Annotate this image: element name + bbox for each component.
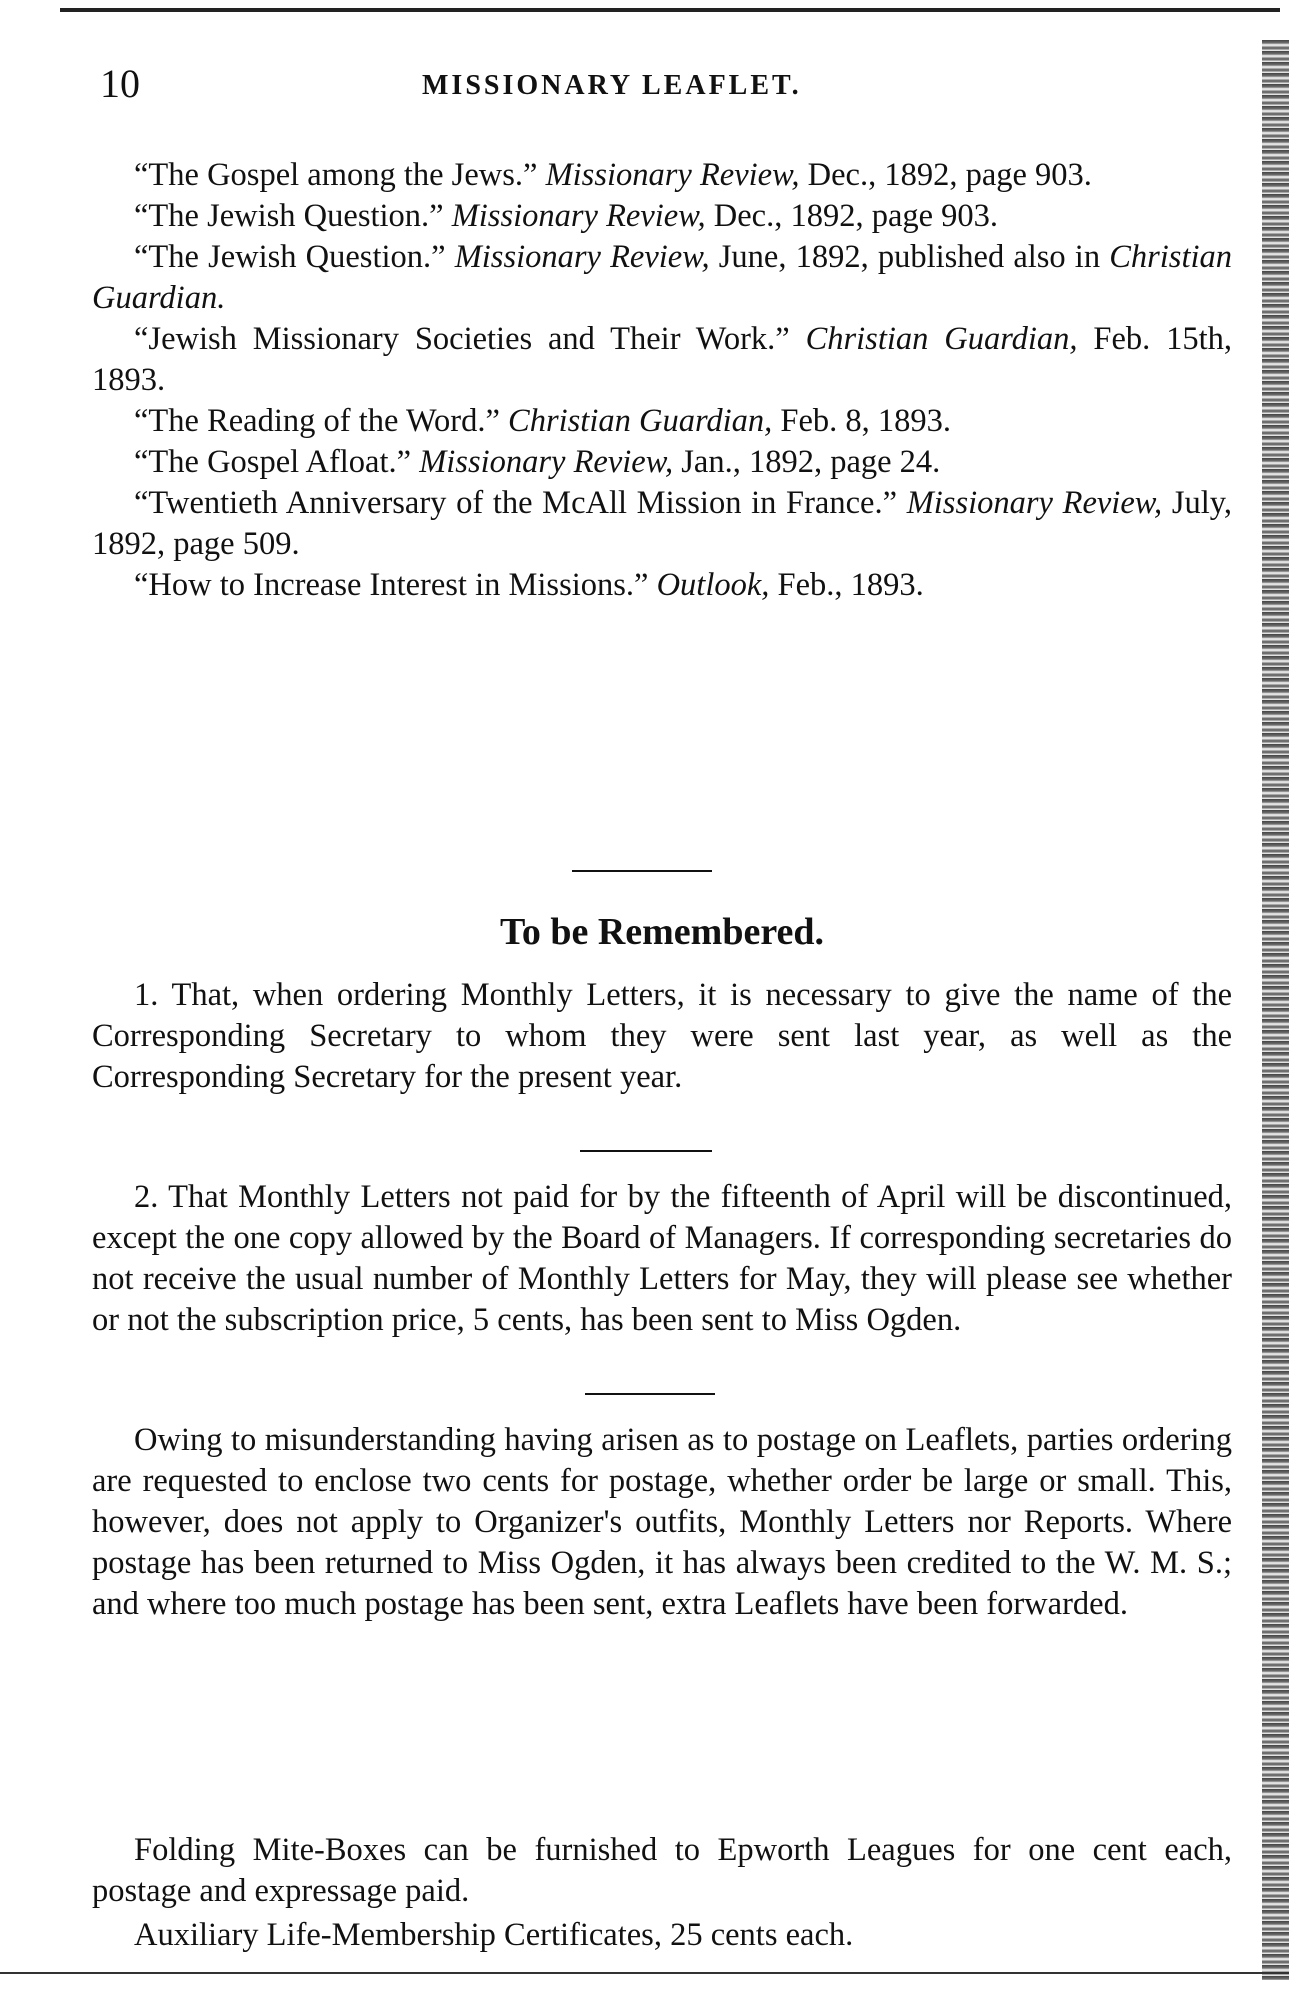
notice-paragraph xyxy=(92,1915,1232,1956)
reference-item: “The Gospel among the Jews.” Missionary Review, Dec., 1892, page 903. xyxy=(134,157,1092,193)
page-top-edge xyxy=(60,8,1280,12)
paragraph-text: Owing to misunderstanding having arisen as to postage on Leaflets, parties ordering are requested to enclose two cents for postage, whether order be large or small. This, however, does not apply to Organizer's outfits, Monthly Letters nor Reports. Where postage has been returned to Miss Ogden, it has always been credited to the W. M. S.; and where too much postage has been sent, extra Leaflets have been forwarded. xyxy=(92,1422,1232,1622)
reference-item: “The Jewish Question.” Missionary Review, June, 1892, published also in Christian Guardian. xyxy=(92,239,1233,316)
notice-paragraph xyxy=(92,1177,1232,1341)
paragraph-text: 1. That, when ordering Monthly Letters, it is necessary to give the name of the Corresponding Secretary to whom they were sent last year, as well as the Corresponding Secretary for the present year. xyxy=(92,977,1232,1095)
paragraph-text: Auxiliary Life-Membership Certificates, 25 cents each. xyxy=(134,1917,854,1953)
running-head: MISSIONARY LEAFLET. xyxy=(422,70,802,101)
document-page xyxy=(92,60,1233,1953)
reference-list xyxy=(92,155,1232,606)
notice-paragraph xyxy=(92,975,1232,1098)
reference-item: “The Jewish Question.” Missionary Review, Dec., 1892, page 903. xyxy=(134,198,999,234)
reference-item: “The Reading of the Word.” Christian Guardian, Feb. 8, 1893. xyxy=(134,403,952,439)
paragraph-text: Folding Mite-Boxes can be furnished to Epworth Leagues for one cent each, postage and expressage paid. xyxy=(92,1832,1232,1909)
section-divider xyxy=(572,870,712,872)
reference-item: “Twentieth Anniversary of the McAll Mission in France.” Missionary Review, July, 1892, page 509. xyxy=(92,485,1233,562)
notice-paragraph xyxy=(92,1420,1232,1625)
section-divider xyxy=(585,1393,715,1395)
reference-item: “Jewish Missionary Societies and Their Work.” Christian Guardian, Feb. 15th, 1893. xyxy=(92,321,1233,398)
reference-item: “The Gospel Afloat.” Missionary Review, Jan., 1892, page 24. xyxy=(134,444,941,480)
notice-paragraph xyxy=(92,1830,1232,1912)
section-divider xyxy=(580,1150,712,1152)
section-title: To be Remembered. xyxy=(499,911,825,953)
page-header xyxy=(92,60,1232,120)
reference-item: “How to Increase Interest in Missions.” Outlook, Feb., 1893. xyxy=(134,567,924,603)
page-bottom-edge xyxy=(0,1972,1289,1974)
page-number: 10 xyxy=(100,61,140,106)
page-binding-edge xyxy=(1262,40,1289,1980)
paragraph-text: 2. That Monthly Letters not paid for by the fifteenth of April will be discontinued, except the one copy allowed by the Board of Managers. If corresponding secretaries do not receive the usual number of Monthly Letters for May, they will please see whether or not the subscription price, 5 cents, has been sent to Miss Ogden. xyxy=(92,1179,1232,1338)
